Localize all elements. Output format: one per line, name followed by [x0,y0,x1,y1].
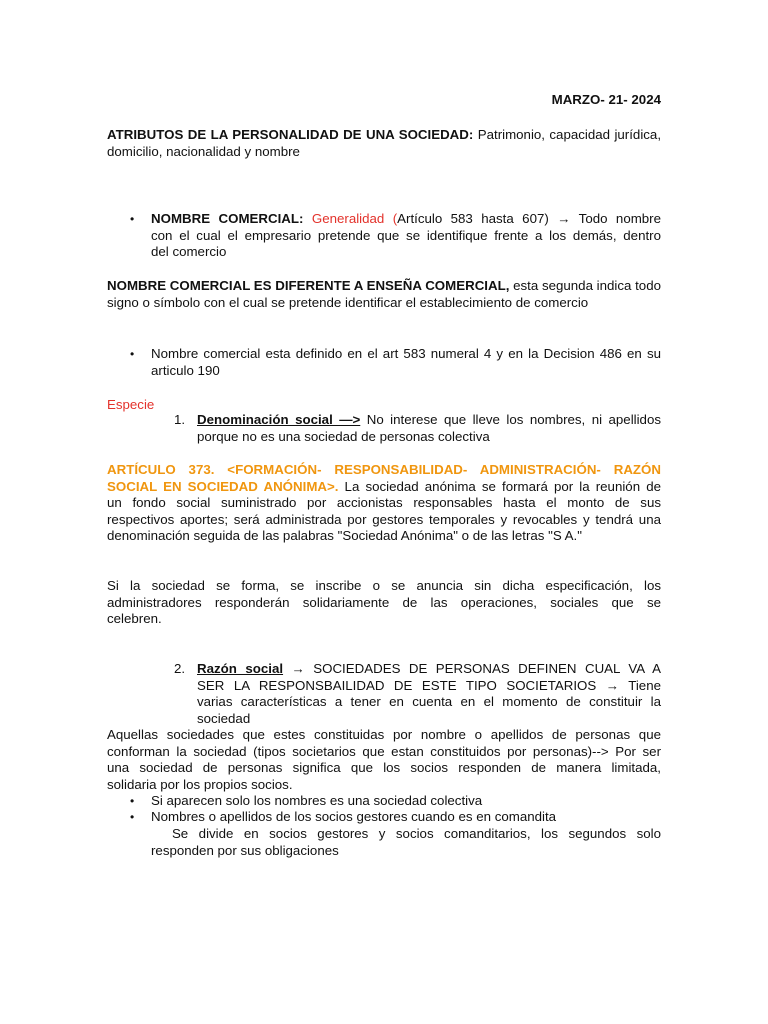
si-la-sociedad-line2: administradores responderán solidariamente de las operaciones, sociales que se [107,594,661,610]
bullet-nombre-comercial-marker: • [130,212,135,226]
articulo-373-line1: ARTÍCULO 373. <FORMACIÓN- RESPONSABILIDAD- ADMINISTRACIÓN- RAZÓN [107,462,661,477]
aquellas-line2: conforman la sociedad (tipos societarios que estan constituidos por personas)--> Por ser [107,743,661,759]
razon-social-line2: SER LA RESPONSBAILIDAD DE ESTE TIPO SOCIETARIOS → Tiene [197,677,661,693]
atributos-text: Patrimonio, capacidad jurídica, domicilio, nacionalidad y nombre [107,127,662,159]
bullet-definido-marker: • [130,347,135,361]
divide-line2: responden por sus obligaciones [151,842,339,858]
ensena-text: esta segunda indica todo signo o símbolo con el cual se pretende identificar el establecimiento de comercio [107,278,661,310]
aquellas-line1: Aquellas sociedades que estes constituidas por nombre o apellidos de personas que [107,727,661,742]
aquellas-line3: una sociedad de personas significa que los socios responden de manera limitada, [107,760,661,776]
bullet-colectiva-marker: • [130,794,135,808]
bullet-definido [151,346,661,379]
definido-line1: Nombre comercial esta definido en el art 583 numeral 4 y en la Decision 486 en su [151,346,661,361]
denominacion-social-term: Denominación social —> [197,412,361,427]
nombre-comercial-line3: del comercio [151,244,227,260]
denominacion-line1-rest: No interese que lleve los nombres, ni apellidos [360,412,661,427]
bullet-nombre-comercial [151,211,661,261]
articulo-373-line2-rest: La sociedad anónima se formará por la reunión de [338,478,661,494]
atributos-heading: ATRIBUTOS DE LA PERSONALIDAD DE UNA SOCIEDAD: [107,127,474,142]
si-la-sociedad-paragraph [107,578,661,628]
item1-number: 1. [174,412,186,427]
articulo-373-line3: un fondo social suministrado por accionistas responsables hasta el monto de sus [107,495,661,511]
bullet-colectiva: Si aparecen solo los nombres es una sociedad colectiva [151,793,483,808]
bullet-comandita: Nombres o apellidos de los socios gestores cuando es en comandita [151,809,557,824]
item2-number: 2. [174,661,186,676]
divide-paragraph [151,826,661,859]
atributos-paragraph [107,127,661,160]
bullet-comandita-marker: • [130,810,135,824]
denominacion-line2: porque no es una sociedad de personas colectiva [197,428,490,444]
razon-social-term: Razón social [197,661,284,676]
articulo-373-line5: denominación seguida de las palabras "Sociedad Anónima" o de las letras "S A." [107,528,582,544]
item2-razon-social [197,661,661,727]
nombre-comercial-label: NOMBRE COMERCIAL: [151,211,304,226]
razon-social-line1-rest: → SOCIEDADES DE PERSONAS DEFINEN CUAL VA A [283,661,661,676]
articulo-range-text: Artículo 583 hasta 607) → Todo nombre [397,211,662,226]
si-la-sociedad-line1: Si la sociedad se forma, se inscribe o se anuncia sin dicha especificación, los [107,578,661,593]
item1-denominacion [197,412,661,445]
nombre-comercial-line2: con el cual el empresario pretende que se identifique frente a los demás, dentro [151,227,661,243]
ensena-heading: NOMBRE COMERCIAL ES DIFERENTE A ENSEÑA COMERCIAL, [107,278,510,293]
articulo-373-paragraph [107,462,661,545]
document-date: MARZO- 21- 2024 [551,92,661,107]
divide-line1: Se divide en socios gestores y socios comanditarios, los segundos solo [151,826,661,841]
razon-social-line3: varias características a tener en cuenta en el momento de constituir la [197,694,661,710]
generalidad-text: Generalidad ( [303,211,398,226]
especie-label: Especie [107,397,155,412]
articulo-373-line4: respectivos aportes; será administrada por gestores temporales y revocables y tendrá una [107,511,661,527]
aquellas-line4: solidaria por los propios socios. [107,776,293,792]
articulo-373-line2-heading: SOCIAL EN SOCIEDAD ANÓNIMA>. [107,478,339,494]
aquellas-paragraph [107,727,661,793]
definido-line2: articulo 190 [151,362,220,378]
si-la-sociedad-line3: celebren. [107,611,162,627]
razon-social-line4: sociedad [197,710,251,726]
ensena-paragraph [107,278,661,311]
